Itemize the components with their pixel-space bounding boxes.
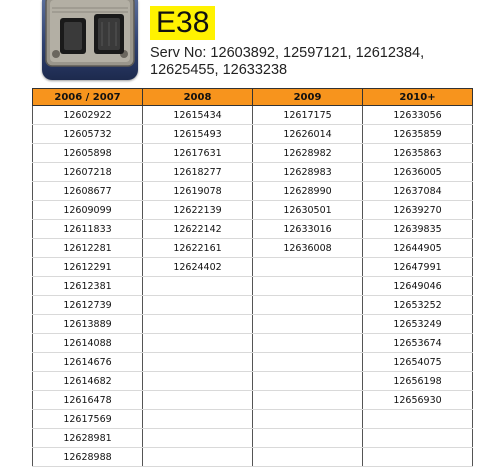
table-cell: 12609099 — [33, 201, 143, 220]
table-cell — [253, 410, 363, 429]
table-cell: 12644905 — [363, 239, 473, 258]
table-row — [33, 448, 473, 467]
table-cell: 12602922 — [33, 106, 143, 125]
table-cell: 12612739 — [33, 296, 143, 315]
table-cell: 12649046 — [363, 277, 473, 296]
table-row — [33, 239, 473, 258]
table-cell: 12617569 — [33, 410, 143, 429]
ecu-module-photo-icon — [42, 0, 138, 80]
table-cell: 12618277 — [143, 163, 253, 182]
table-cell — [253, 296, 363, 315]
part-numbers-table — [32, 88, 473, 467]
table-cell: 12635863 — [363, 144, 473, 163]
table-cell: 12615493 — [143, 125, 253, 144]
table-cell: 12636008 — [253, 239, 363, 258]
table-cell — [253, 334, 363, 353]
table-cell — [143, 372, 253, 391]
table-cell — [253, 277, 363, 296]
table-cell: 12656930 — [363, 391, 473, 410]
table-row — [33, 258, 473, 277]
table-cell — [143, 410, 253, 429]
column-header-2009: 2009 — [253, 89, 363, 106]
table-cell: 12636005 — [363, 163, 473, 182]
table-cell: 12628988 — [33, 448, 143, 467]
table-cell: 12605898 — [33, 144, 143, 163]
service-numbers: Serv No: 12603892, 12597121, 12612384, 12625455, 12633238 — [150, 45, 425, 78]
column-header-2006-2007: 2006 / 2007 — [33, 89, 143, 106]
column-header-2008: 2008 — [143, 89, 253, 106]
table-cell — [143, 353, 253, 372]
table-row — [33, 220, 473, 239]
table-cell: 12605732 — [33, 125, 143, 144]
table-row — [33, 125, 473, 144]
table-cell — [363, 448, 473, 467]
table-cell — [143, 448, 253, 467]
table-cell: 12639270 — [363, 201, 473, 220]
table-cell — [253, 429, 363, 448]
table-cell: 12633056 — [363, 106, 473, 125]
table-cell: 12633016 — [253, 220, 363, 239]
page-header — [0, 0, 500, 88]
table-cell — [143, 315, 253, 334]
table-cell — [143, 391, 253, 410]
table-cell: 12614088 — [33, 334, 143, 353]
table-row — [33, 106, 473, 125]
table-cell: 12637084 — [363, 182, 473, 201]
table-row — [33, 391, 473, 410]
module-code-badge: E38 — [150, 6, 215, 40]
table-cell: 12612381 — [33, 277, 143, 296]
table-cell — [253, 391, 363, 410]
table-cell: 12617175 — [253, 106, 363, 125]
table-cell: 12622142 — [143, 220, 253, 239]
table-cell: 12607218 — [33, 163, 143, 182]
table-row — [33, 353, 473, 372]
table-cell: 12614682 — [33, 372, 143, 391]
table-row — [33, 315, 473, 334]
table-header-row — [33, 89, 473, 106]
table-cell: 12622139 — [143, 201, 253, 220]
table-row — [33, 296, 473, 315]
table-cell — [143, 429, 253, 448]
table-cell — [253, 258, 363, 277]
table-row — [33, 182, 473, 201]
table-cell: 12611833 — [33, 220, 143, 239]
table-cell: 12617631 — [143, 144, 253, 163]
table-cell — [363, 429, 473, 448]
table-cell: 12653674 — [363, 334, 473, 353]
table-cell: 12624402 — [143, 258, 253, 277]
table-row — [33, 277, 473, 296]
table-cell: 12628983 — [253, 163, 363, 182]
table-cell — [143, 277, 253, 296]
table-cell — [143, 334, 253, 353]
table-cell: 12615434 — [143, 106, 253, 125]
table-cell: 12647991 — [363, 258, 473, 277]
table-cell: 12628982 — [253, 144, 363, 163]
table-cell: 12613889 — [33, 315, 143, 334]
table-cell: 12635859 — [363, 125, 473, 144]
table-cell: 12616478 — [33, 391, 143, 410]
table-cell: 12612281 — [33, 239, 143, 258]
table-cell — [253, 315, 363, 334]
table-cell: 12622161 — [143, 239, 253, 258]
table-row — [33, 201, 473, 220]
table-cell: 12628981 — [33, 429, 143, 448]
table-row — [33, 334, 473, 353]
table-cell: 12608677 — [33, 182, 143, 201]
table-cell — [253, 372, 363, 391]
table-row — [33, 163, 473, 182]
table-row — [33, 144, 473, 163]
table-cell — [253, 448, 363, 467]
table-row — [33, 410, 473, 429]
table-cell: 12653252 — [363, 296, 473, 315]
table-cell: 12612291 — [33, 258, 143, 277]
table-header — [33, 89, 473, 106]
table-cell: 12614676 — [33, 353, 143, 372]
table-cell: 12639835 — [363, 220, 473, 239]
column-header-2010-plus: 2010+ — [363, 89, 473, 106]
table-cell: 12628990 — [253, 182, 363, 201]
table-cell: 12654075 — [363, 353, 473, 372]
table-cell: 12626014 — [253, 125, 363, 144]
table-cell: 12653249 — [363, 315, 473, 334]
table-cell — [143, 296, 253, 315]
table-row — [33, 429, 473, 448]
table-cell — [363, 410, 473, 429]
table-cell: 12656198 — [363, 372, 473, 391]
table-body — [33, 106, 473, 467]
table-cell: 12619078 — [143, 182, 253, 201]
table-cell: 12630501 — [253, 201, 363, 220]
table-row — [33, 372, 473, 391]
table-cell — [253, 353, 363, 372]
